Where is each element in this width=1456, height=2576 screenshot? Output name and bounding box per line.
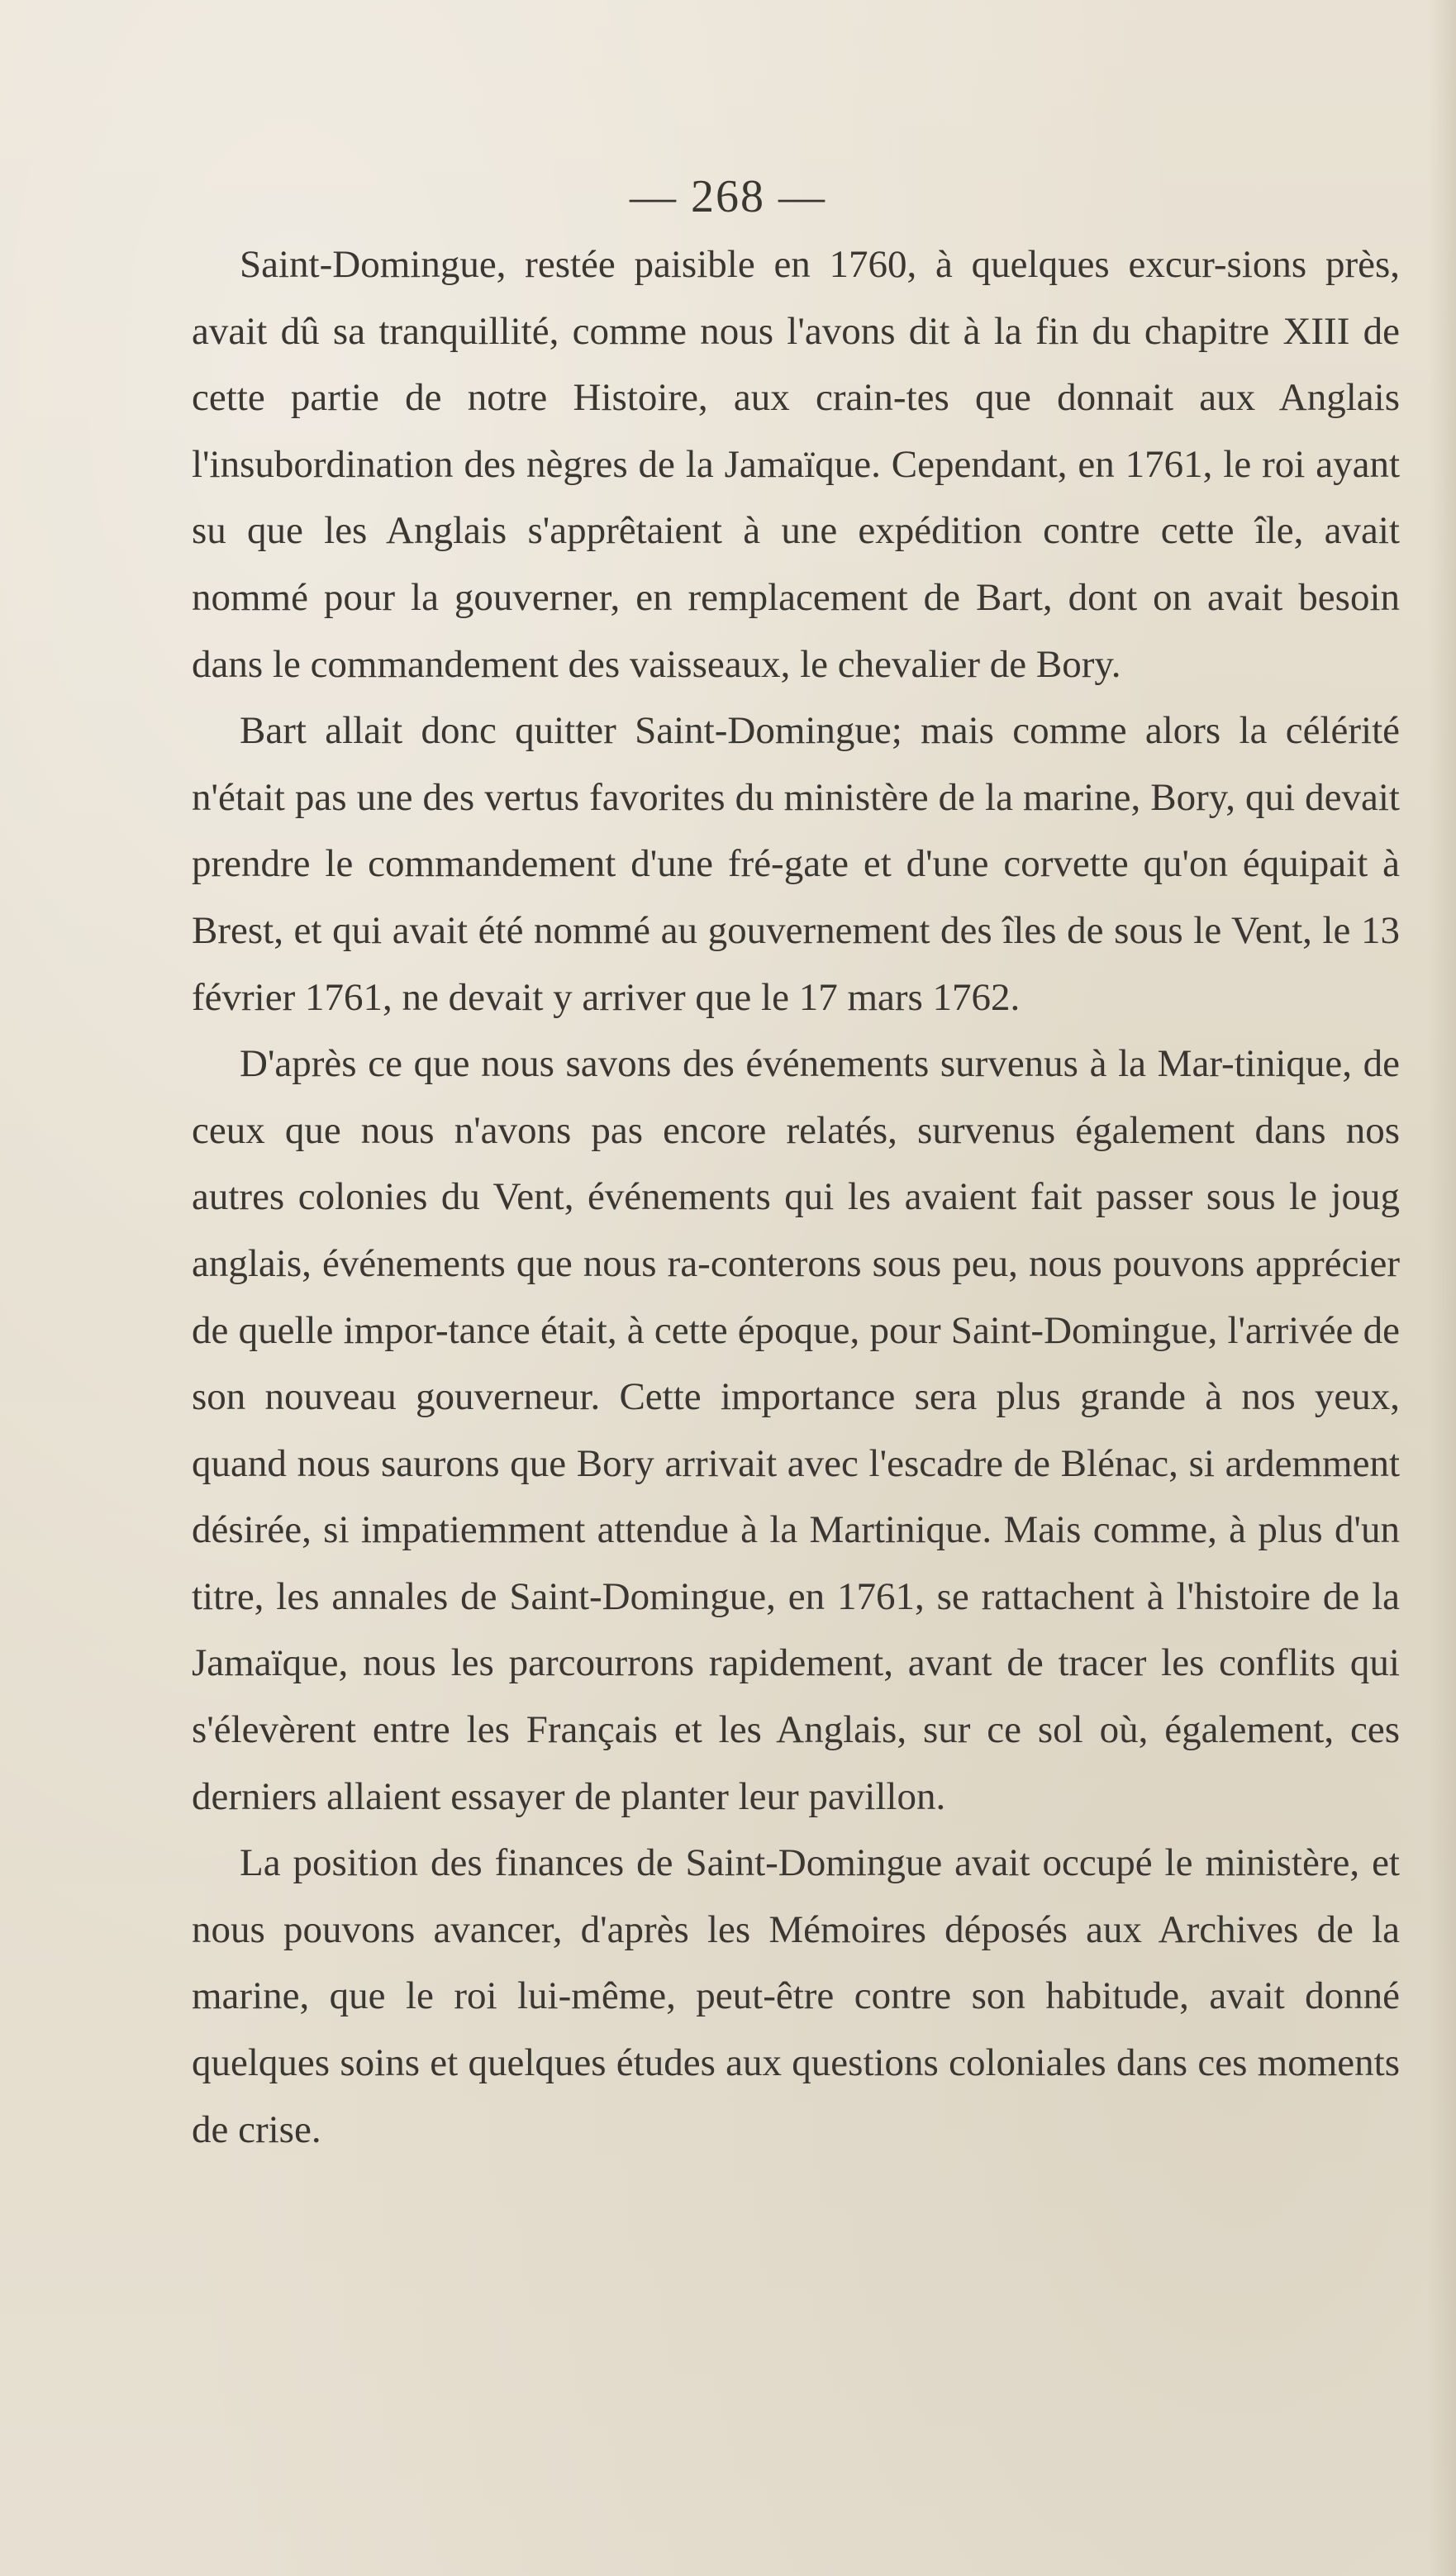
paragraph-1: Saint-Domingue, restée paisible en 1760, à quelques excur-sions près, avait dû sa tranquillité, comme nous l'avons dit à la fin du chapitre XIII de cette partie de notre Histoire, aux crain-tes que donnait aux Anglais l'insubordination des nègres de la Jamaïque. Cependant, en 1761, le roi ayant su que les Anglais s'apprêtaient à une expédition contre cette île, avait nommé pour la gouverner, en remplacement de Bart, dont on avait besoin dans le commandement des vaisseaux, le chevalier de Bory. [192,243,1400,686]
paragraph-3: D'après ce que nous savons des événements survenus à la Mar-tinique, de ceux que nous n'avons pas encore relatés, survenus également dans nos autres colonies du Vent, événements qui les avaient fait passer sous le joug anglais, événements que nous ra-conterons sous peu, nous pouvons apprécier de quelle impor-tance était, à cette époque, pour Saint-Domingue, l'arrivée de son nouveau gouverneur. Cette importance sera plus grande à nos yeux, quand nous saurons que Bory arrivait avec l'escadre de Blénac, si ardemment désirée, si impatiemment attendue à la Martinique. Mais comme, à plus d'un titre, les annales de Saint-Domingue, en 1761, se rattachent à l'histoire de la Jamaïque, nous les parcourrons rapidement, avant de tracer les conflits qui s'élevèrent entre les Français et les Anglais, sur ce sol où, également, ces derniers allaient essayer de planter leur pavillon. [192,1042,1400,1818]
body-text [192,231,1400,2163]
page-edge-shadow [1428,0,1456,2576]
paragraph-2: Bart allait donc quitter Saint-Domingue; mais comme alors la célérité n'était pas une des vertus favorites du ministère de la marine, Bory, qui devait prendre le commandement d'une fré-gate et d'une corvette qu'on équipait à Brest, et qui avait été nommé au gouvernement des îles de sous le Vent, le 13 février 1761, ne devait y arriver que le 17 mars 1762. [192,709,1400,1019]
paragraph-4: La position des finances de Saint-Domingue avait occupé le ministère, et nous pouvons avancer, d'après les Mémoires déposés aux Archives de la marine, que le roi lui-même, peut-être contre son habitude, avait donné quelques soins et quelques études aux questions coloniales dans ces moments de crise. [192,1841,1400,2151]
page-number: — 268 — [630,171,826,222]
